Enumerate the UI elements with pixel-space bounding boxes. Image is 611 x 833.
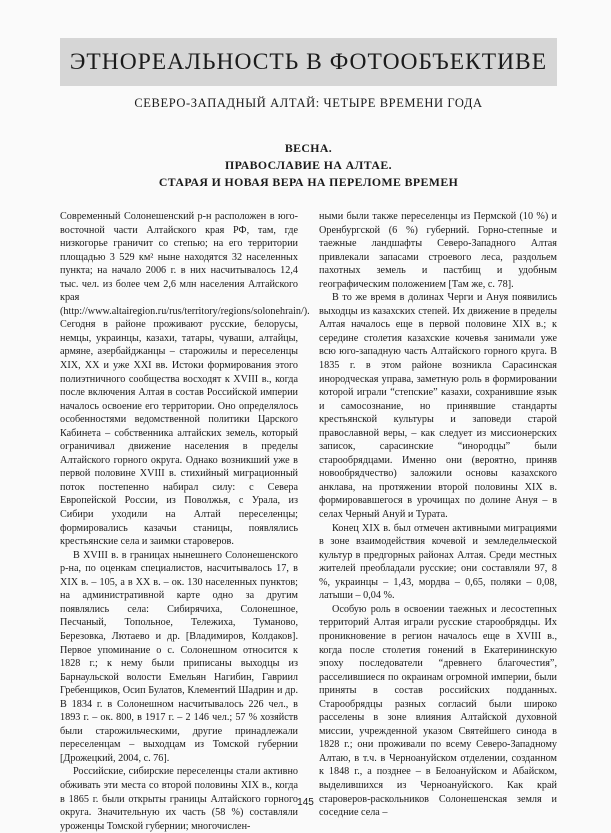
- page-subtitle: СЕВЕРО-ЗАПАДНЫЙ АЛТАЙ: ЧЕТЫРЕ ВРЕМЕНИ ГОДА: [134, 96, 483, 110]
- page-title: ЭТНОРЕАЛЬНОСТЬ В ФОТООБЪЕКТИВЕ: [69, 48, 548, 75]
- section-heading: [60, 140, 557, 191]
- section-heading-line-2: ПРАВОСЛАВИЕ НА АЛТАЕ.: [225, 158, 392, 172]
- paragraph: Конец XIX в. был отмечен активными миграциями в зоне взаимодействия кочевой и земледельческой культур в предгорных районах Алтая. Среди местных жителей преобладали русские; они составляли 97, 8 %, украинцы – 1,43, мордва – 0,65, поляки – 0,08, латыши – 0,04 %.: [319, 522, 557, 602]
- paragraph: Особую роль в освоении таежных и лесостепных территорий Алтая играли русские старообрядцы. Их проникновение в регион началось еще в XVIII в., когда после столетия гонений в Екатерининскую эпоху последователи “древнего благочестия”, расселившиеся по окраинам огромной империи, были приняты в состав российских подданных. Старообрядцы разных согласий были широко расселены в зоне влияния Алтайской духовной миссии, учрежденной указом Святейшего синода в 1828 г.; они проживали по всему Северо-Западному Алтаю, в т.ч. в Черноануйском отделении, созданном к 1848 г., а позднее – в Белоануйском и Абайском, выделившихся из Черноануйского. Как край староверов-раскольников Солонешенская земля и соседние села –: [319, 603, 557, 819]
- paragraph: В XVIII в. в границах нынешнего Солонешенского р-на, по оценкам специалистов, насчитывалось 17, в XIX в. – 105, а в XX в. – ок. 130 населенных пунктов; на административной карте одно за другим появлялись села: Сибирячиха, Солонешное, Песчаный, Топольное, Тележиха, Туманово, Березовка, Лютаево и др. [Владимиров, Колдаков]. Первое упоминание о с. Солонешном относится к 1828 г.; к нему были приписаны выходцы из Барнаульской волости Емельян Нагибин, Гавриил Гребенщиков, Осип Булатов, Клементий Шадрин и др. В 1834 г. в Солонешном насчитывалось 226 чел., в 1893 г. – ок. 800, в 1917 г. – 2 146 чел.; 57 % хозяйств были старожильческими, другие принадлежали переселенцам – выходцам из Томской губернии [Дрожецкий, 2004, с. 76].: [60, 549, 298, 764]
- paragraph: ными были также переселенцы из Пермской (10 %) и Оренбургской (6 %) губерний. Горно-степные и таежные ландшафты Северо-Западного Алтая привлекали запасами строевого леса, раздольем пахотных земель и пастбищ и удобным географическим положением [Там же, с. 78].: [319, 211, 557, 290]
- title-banner: [60, 38, 557, 86]
- section-heading-line-1: ВЕСНА.: [284, 141, 333, 155]
- section-heading-line-3: СТАРАЯ И НОВАЯ ВЕРА НА ПЕРЕЛОМЕ ВРЕМЕН: [158, 175, 459, 189]
- paragraph: Современный Солонешенский р-н расположен в юго-восточной части Алтайского края РФ, там, где низкогорье граничит со степью; на его территории площадью 3 529 км² ныне находятся 32 населенных пункта; на начало 2006 г. в них насчитывалось 12,4 тыс. чел. из более чем 2,6 млн населения Алтайского края (http://www.altairegion.ru/rus/territory/regions/solonehrain/). Сегодня в районе проживают русские, белорусы, немцы, украинцы, казахи, татары, чуваши, алтайцы, армяне, азербайджанцы – старожилы и переселенцы XIX, XX и уже XXI вв. Истоки формирования этого полиэтничного сообщества восходят к XVIII в., когда после включения Алтая в состав Российской империи началось освоение его территории. Оно определялось особенностями ведомственной политики Царского Кабинета – собственника алтайских земель, который ограничивал движение населения в пределы Алтайского горного округа. Однако возникший уже в первой половине XVIII в. стихийный миграционный поток постепенно набирал силу: с Севера Европейской России, из Поволжья, с Урала, из Сибири уходили на Алтай переселенцы; формировались казачьи станицы, появлялись крестьянские села и заимки староверов.: [60, 211, 310, 548]
- paragraph: Российские, сибирские переселенцы стали активно обживать эти места со второй половины XIX в., когда в 1865 г. были открыты границы Алтайского горного округа. Значительную их часть (58 %) составляли уроженцы Томской губернии; многочислен-: [60, 766, 298, 832]
- page-number: 145: [297, 797, 314, 808]
- paragraph: В то же время в долинах Черги и Ануя появились выходцы из казахских степей. Их движение в пределы Алтая началось еще в первой половине XIX в.; к середине столетия казахские кочевья занимали уже всю юго-западную часть Алтайского горного круга. В 1835 г. в этом районе возникла Сарасинская инородческая управа, заметную роль в формировании которой играли “степские” казахи, сохранившие язык и самосознание, но принявшие стандарты крестьянской культуры и заповеди старой православной веры, – как следует из миссионерских записок, сарасинские “инородцы” были старообрядцами. Именно они (вероятно, приняв новообрядчество) заложили основы казахского анклава, на протяжении второй половины XIX в. формировавшегося в урочищах по долине Ануя – в селах Черный Ануй и Турата.: [319, 292, 557, 521]
- right-column: [319, 210, 557, 820]
